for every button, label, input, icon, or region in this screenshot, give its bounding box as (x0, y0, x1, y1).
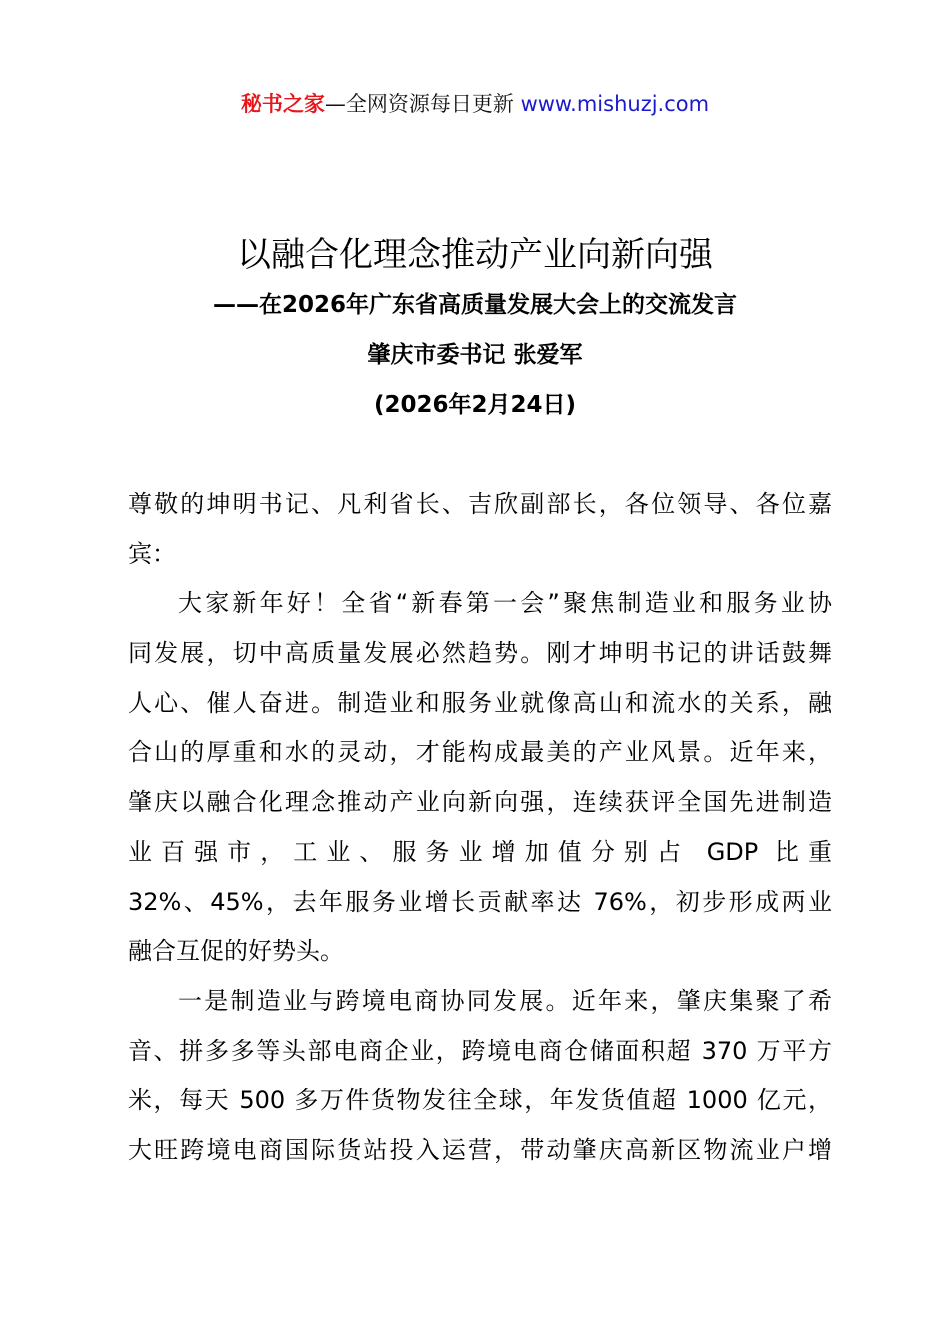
body-text-line: 同发展，切中高质量发展必然趋势。刚才坤明书记的讲话鼓舞 (128, 639, 832, 668)
body-text-line: 大家新年好！全省“新春第一会”聚焦制造业和服务业协 (178, 589, 832, 618)
body-text-line: 尊敬的坤明书记、凡利省长、吉欣副部长，各位领导、各位嘉 (128, 490, 832, 518)
document-body (128, 482, 832, 1178)
document-author: 肇庆市委书记 张爱军 (367, 342, 583, 368)
body-text-line: 肇庆以融合化理念推动产业向新向强，连续获评全国先进制造 (128, 788, 832, 817)
site-url-link[interactable]: www.mishuzj.com (520, 92, 710, 116)
body-text-line: 宾： (128, 539, 176, 568)
document-date: (2026年2月24日) (373, 392, 577, 418)
body-text-line: 32%、45%，去年服务业增长贡献率达 76%，初步形成两业 (128, 887, 832, 916)
document-title: 以融合化理念推动产业向新向强 (237, 235, 713, 275)
body-text-line: 米，每天 500 多万件货物发往全球，年发货值超 1000 亿元， (128, 1086, 832, 1115)
document-subtitle: ——在2026年广东省高质量发展大会上的交流发言 (212, 292, 737, 318)
body-text-line: 融合互促的好势头。 (128, 937, 344, 966)
body-text-line: 合山的厚重和水的灵动，才能构成最美的产业风景。近年来， (128, 738, 832, 767)
body-text-line: 大旺跨境电商国际货站投入运营，带动肇庆高新区物流业户增 (128, 1135, 832, 1164)
body-text-line: 一是制造业与跨境电商协同发展。近年来，肇庆集聚了希 (178, 986, 832, 1015)
brand-name: 秘书之家 (240, 92, 325, 116)
body-text-line: 人心、催人奋进。制造业和服务业就像高山和流水的关系，融 (128, 688, 832, 717)
body-text-line: 音、拼多多等头部电商企业，跨境电商仓储面积超 370 万平方 (128, 1036, 832, 1065)
header-tagline: —全网资源每日更新 (324, 92, 521, 116)
body-text-line: 业百强市，工业、服务业增加值分别占 GDP 比重 (128, 837, 832, 866)
site-header (0, 89, 950, 119)
